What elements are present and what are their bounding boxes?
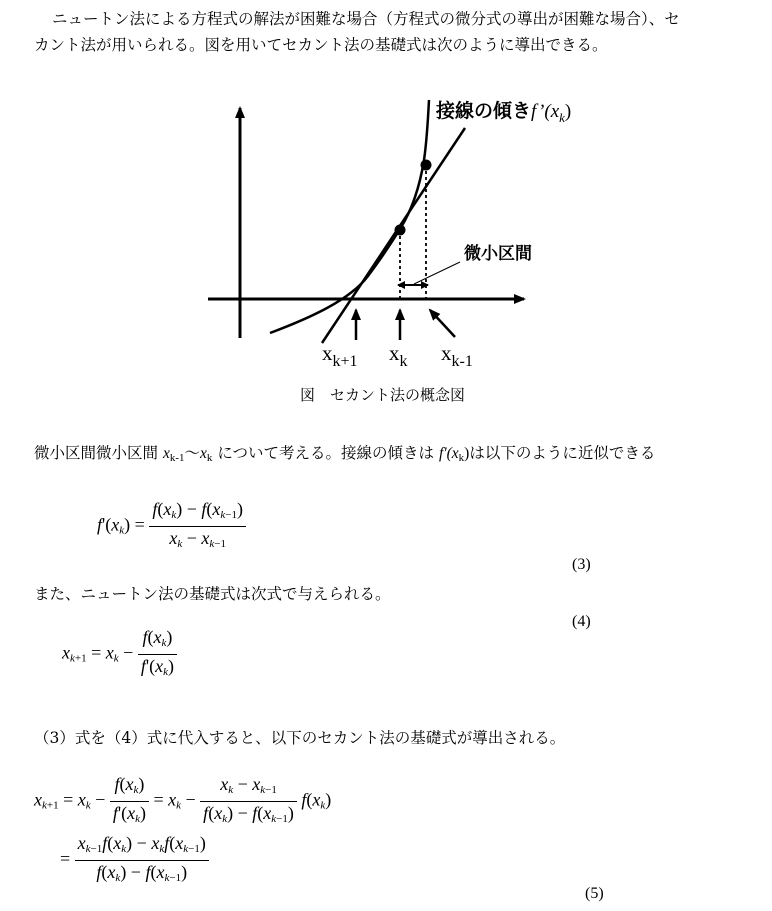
intro-paragraph (34, 6, 764, 58)
para2-fprime: $f'(x_k)$ (438, 445, 470, 464)
label-xkm1: $x_{k-1}$ (441, 341, 473, 370)
paragraph-3: また、ニュートン法の基礎式は次式で与えられる。 (34, 585, 391, 603)
interval-arrow-right-head (421, 281, 429, 289)
label-xkp1: $x_{k+1}$ (322, 341, 358, 370)
intro-line-2: カント法が用いられる。図を用いてセカント法の基礎式は次のように導出できる。 (34, 36, 608, 54)
label-xk: $x_k$ (389, 341, 408, 370)
secant-figure (0, 90, 772, 410)
para2-x1: $x_{k-1}$ (162, 445, 185, 464)
interval-label: 微小区間 (464, 244, 532, 264)
equation-3-number: (3) (572, 556, 591, 573)
point-xkm1 (421, 160, 432, 171)
para2-tilde: 〜 (184, 444, 201, 462)
intro-line-1: ニュートン法による方程式の解法が困難な場合（方程式の微分式の導出が困難な場合）、セ (52, 10, 680, 28)
para2-suffix: は以下のように近似できる (469, 444, 656, 462)
point-xk (395, 225, 406, 236)
equation-4: $x_{k+1} = x_k$ − $\frac{f(x_k)}{f'(x_k)}$ (62, 626, 177, 683)
equation-5-number: (5) (585, 885, 604, 902)
equation-5-line-1: $x_{k+1} = x_k$ − $\frac{f(x_k)}{f'(x_k)}$ = $x_k$ − $\frac{x_k - x_{k-1}}{f(x_k) - f(x_{k-1})}$ $f(x_k)$ (34, 773, 331, 830)
tangent-line (322, 128, 465, 343)
para2-middle: について考える。接線の傾きは (212, 444, 439, 462)
interval-leader-line (414, 262, 460, 284)
equation-4-number: (4) (572, 613, 591, 630)
para2-prefix: 微小区間微小区間 (34, 444, 159, 462)
interval-arrow-left-head (397, 281, 405, 289)
equation-5-line-2: = $\frac{x_{k-1}f(x_k) - x_kf(x_{k-1})}{f(x_k) - f(x_{k-1})}$ (60, 832, 209, 889)
para2-x2: $x_k$ (200, 445, 213, 464)
equation-3: $f'(x_k)$ = $\frac{f(x_k) - f(x_{k-1})}{x_k - x_{k-1}}$ (97, 498, 246, 555)
arrow-xkm1 (430, 310, 455, 337)
paragraph-4: （3）式を（4）式に代入すると、以下のセカント法の基礎式が導出される。 (34, 729, 566, 747)
paragraph-2 (34, 440, 769, 471)
figure-caption: 図 セカント法の概念図 (300, 386, 466, 404)
tangent-label: 接線の傾き$f’(x_k)$ (436, 100, 572, 125)
